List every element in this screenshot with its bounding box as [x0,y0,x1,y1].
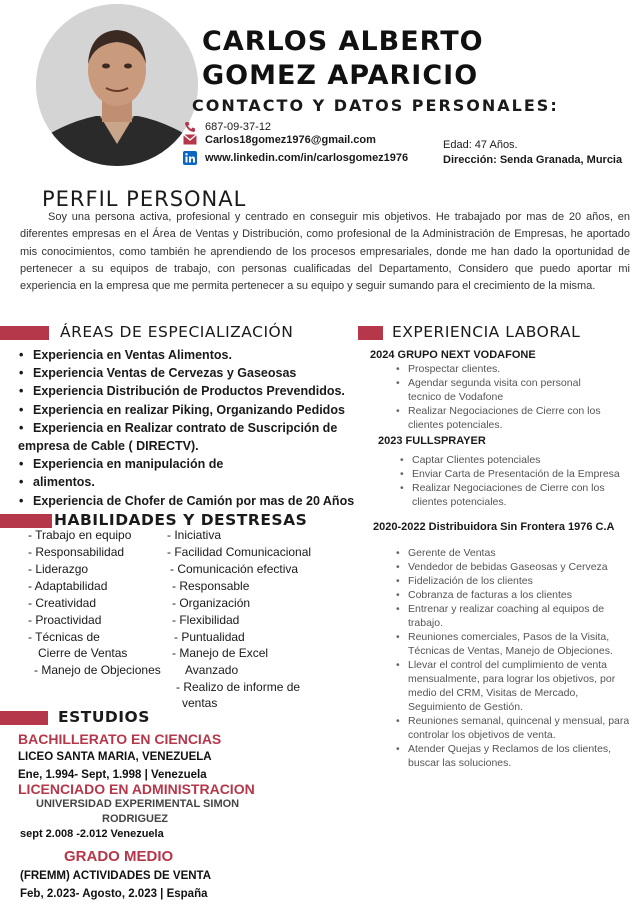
list-item: • Prospectar clientes. [396,362,634,376]
skill-item: - Comunicación efectiva [170,562,299,576]
areas-list [18,346,370,510]
skill-item: - Flexibilidad [172,613,240,627]
job-1-list [396,362,634,432]
list-item: • Experiencia de Chofer de Camión por mas de 20 Años [18,492,370,510]
study-3-dates: Feb, 2.023- Agosto, 2.023 | España [20,888,208,900]
linkedin-icon [182,151,197,165]
list-item: • Gerente de Ventas [396,546,632,560]
job-2-title: 2023 FULLSPRAYER [378,435,486,447]
list-item: • Realizar Negociaciones de Cierre con los clientes potenciales. [400,481,638,509]
studies-heading: ESTUDIOS [58,708,150,726]
linkedin-url[interactable]: www.linkedin.com/in/carlosgomez1976 [205,151,409,164]
list-item: • Reuniones comerciales, Pasos de la Visita, Técnicas de Ventas, Manejo de Objeciones. [396,630,632,658]
skill-item: - Técnicas de [28,630,100,644]
list-item: • Entrenar y realizar coaching al equipos de trabajo. [396,602,632,630]
skill-item: - Adaptabilidad [28,579,108,593]
skill-item: - Proactividad [28,613,102,627]
list-item: • alimentos. [18,473,370,491]
skills-accent-bar [0,514,52,528]
list-item: • Vendedor de bebidas Gaseosas y Cerveza [396,560,632,574]
email-address[interactable]: Carlos18gomez1976@gmail.com [205,133,376,146]
skill-item: - Organización [172,596,251,610]
list-item: • Experiencia Distribución de Productos Prevendidos. [18,382,370,400]
list-item-continuation: empresa de Cable ( DIRECTV). [18,439,199,454]
experience-accent-bar [358,326,383,340]
profile-text [20,209,630,295]
skill-item: ventas [182,696,218,710]
list-item: • Experiencia Ventas de Cervezas y Gaseosas [18,364,370,382]
job-1-title: 2024 GRUPO NEXT VODAFONE [370,349,536,361]
list-item: • Enviar Carta de Presentación de la Empresa [400,467,638,481]
mail-icon [182,133,197,147]
skill-item: - Trabajo en equipo [28,528,132,542]
list-item: • Cobranza de facturas a los clientes [396,588,632,602]
study-1-title: BACHILLERATO EN CIENCIAS [18,731,222,747]
study-2-dates: sept 2.008 -2.012 Venezuela [20,828,164,840]
study-2-school: UNIVERSIDAD EXPERIMENTAL SIMON [36,798,240,810]
study-2-school-cont: RODRIGUEZ [102,813,168,825]
skill-item: - Liderazgo [28,562,89,576]
list-item: • Experiencia en manipulación de [18,455,370,473]
list-item: • Experiencia en Realizar contrato de Suscripción de [18,419,370,437]
skill-item: - Responsable [172,579,250,593]
list-item: • Llevar el control del cumplimiento de venta mensualmente, para lograr los objetivos, por medio del CRM, Visitas de Mercado, Seguimiento de Gestión. [396,658,632,714]
skill-item: Cierre de Ventas [38,646,128,660]
skill-item: - Creatividad [28,596,97,610]
name-line-2: GOMEZ APARICIO [202,60,479,91]
skill-item: - Manejo de Excel [172,646,269,660]
experience-heading: EXPERIENCIA LABORAL [392,323,581,341]
job-3-list [396,546,632,770]
profile-heading: PERFIL PERSONAL [42,187,247,211]
skill-item: - Iniciativa [167,528,222,542]
study-2-title: LICENCIADO EN ADMINISTRACION [18,781,255,797]
skills-heading: HABILIDADES Y DESTRESAS [54,511,308,529]
contact-heading: CONTACTO Y DATOS PERSONALES: [192,96,559,115]
study-1-school: LICEO SANTA MARIA, VENEZUELA [18,751,212,763]
skill-item: - Responsabilidad [28,545,125,559]
skill-item: - Manejo de Objeciones [34,663,161,677]
areas-accent-bar [0,326,49,340]
profile-photo [36,4,198,166]
skill-item: - Puntualidad [174,630,245,644]
study-1-dates: Ene, 1.994- Sept, 1.998 | Venezuela [18,769,207,781]
portrait-image [36,4,198,166]
job-2-list [400,453,638,509]
list-item: • Atender Quejas y Reclamos de los clientes, buscar las soluciones. [396,742,632,770]
skill-item: - Realizo de informe de [176,680,301,694]
list-item: • Fidelización de los clientes [396,574,632,588]
list-item: • Reuniones semanal, quincenal y mensual, para controlar los objetivos de venta. [396,714,632,742]
list-item: • Experiencia en Ventas Alimentos. [18,346,370,364]
job-3-title: 2020-2022 Distribuidora Sin Frontera 1976 C.A [373,521,615,533]
age-text: Edad: 47 Años. [443,139,518,151]
study-3-title: GRADO MEDIO [64,848,174,865]
name-line-1: CARLOS ALBERTO [202,26,484,57]
skill-item: - Facilidad Comunicacional [167,545,312,559]
skill-item: Avanzado [185,663,239,677]
phone-number[interactable]: 687-09-37-12 [205,120,272,133]
study-3-school: (FREMM) ACTIVIDADES DE VENTA [20,870,212,882]
areas-heading: ÁREAS DE ESPECIALIZACIÓN [60,323,294,341]
list-item: • Agendar segunda visita con personal tecnico de Vodafone [396,376,634,404]
profile-paragraph: Soy una persona activa, profesional y centrado en conseguir mis objetivos. He trabajado por mas de 20 años, en diferentes empresas en el Área de Ventas y Distribución, como profesional de la Administración de Empresas, he aportado mis conocimientos, como también he aprendiendo de los procesos empresariales, donde me han dado la oportunidad de pertenecer a su equipos de trabajo, con personas cualificadas del Departamento, Considero que puedo aportar mi experiencia en la empresa que me permita pertenecer a su equipo y seguir sumando para el crecimiento de la misma. [20,211,630,293]
address-text: Dirección: Senda Granada, Murcia [443,154,623,166]
list-item: • Experiencia en realizar Piking, Organizando Pedidos [18,401,370,419]
linkedin-row [182,150,408,165]
list-item: • Captar Clientes potenciales [400,453,638,467]
email-row [182,132,376,147]
list-item: • Realizar Negociaciones de Cierre con los clientes potenciales. [396,404,634,432]
studies-accent-bar [0,711,48,725]
